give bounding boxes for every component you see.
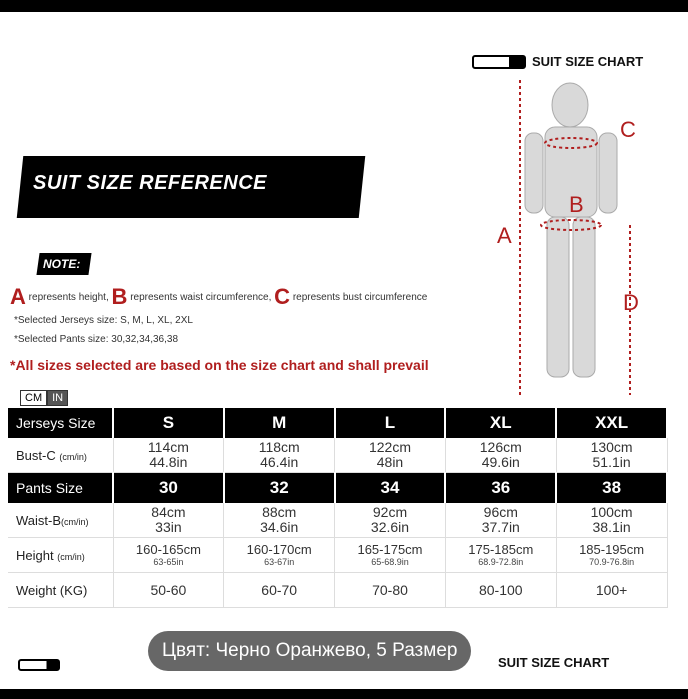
bust-label bbox=[8, 438, 113, 473]
size-cell: XXL bbox=[556, 408, 667, 438]
height-cell bbox=[445, 538, 556, 573]
weight-cell: 50-60 bbox=[113, 573, 224, 608]
unit-in[interactable]: IN bbox=[47, 390, 68, 406]
height-in: 65-68.9in bbox=[371, 557, 409, 567]
bust-cell bbox=[335, 438, 446, 473]
height-label bbox=[8, 538, 113, 573]
legend-line bbox=[10, 284, 427, 310]
bottom-bar-icon bbox=[18, 658, 60, 676]
weight-cell: 60-70 bbox=[224, 573, 335, 608]
height-cm: 175-185cm bbox=[468, 542, 534, 557]
waist-cell bbox=[556, 503, 667, 538]
waist-cell bbox=[445, 503, 556, 538]
waist-cm: 100cm bbox=[590, 504, 633, 520]
size-cell: 36 bbox=[445, 473, 556, 504]
legend-b-text: represents waist circumference, bbox=[130, 292, 272, 303]
waist-label-text: Waist-B bbox=[16, 512, 62, 528]
bust-cell bbox=[445, 438, 556, 473]
unit-cm[interactable]: CM bbox=[20, 390, 47, 406]
size-cell: 30 bbox=[113, 473, 224, 504]
pants-selected-note: *Selected Pants size: 30,32,34,36,38 bbox=[14, 334, 179, 345]
waist-cm: 92cm bbox=[372, 504, 408, 520]
label-d: D bbox=[623, 290, 639, 315]
waist-cm: 88cm bbox=[262, 504, 297, 520]
waist-label bbox=[8, 503, 113, 538]
bust-cm: 118cm bbox=[258, 439, 300, 455]
weight-label: Weight (KG) bbox=[8, 573, 113, 608]
weight-cell: 70-80 bbox=[335, 573, 446, 608]
chart-title-text: SUIT SIZE CHART bbox=[532, 54, 644, 69]
waist-in: 37.7in bbox=[481, 519, 520, 535]
size-cell: 34 bbox=[335, 473, 446, 504]
weight-cell: 100+ bbox=[556, 573, 667, 608]
weight-row bbox=[8, 573, 667, 608]
size-cell: 32 bbox=[224, 473, 335, 504]
unit-toggle[interactable] bbox=[20, 390, 68, 406]
bust-in: 51.1in bbox=[592, 454, 631, 470]
size-cell: L bbox=[335, 408, 446, 438]
bust-in: 44.8in bbox=[149, 454, 188, 470]
jersey-header-row bbox=[8, 408, 667, 438]
chart-title-header bbox=[472, 54, 643, 69]
size-cell: M bbox=[224, 408, 335, 438]
pants-size-label: Pants Size bbox=[8, 473, 113, 504]
top-border bbox=[0, 0, 688, 12]
height-cell bbox=[335, 538, 446, 573]
waist-cm: 84cm bbox=[151, 504, 186, 520]
bust-cm: 130cm bbox=[590, 439, 633, 455]
bust-cm: 126cm bbox=[479, 439, 522, 455]
height-cell bbox=[224, 538, 335, 573]
waist-cell bbox=[224, 503, 335, 538]
footer-chart-title: SUIT SIZE CHART bbox=[498, 655, 610, 670]
height-in: 68.9-72.8in bbox=[478, 557, 524, 567]
legend-b-letter: B bbox=[111, 284, 128, 309]
size-cell: S bbox=[113, 408, 224, 438]
height-cell bbox=[556, 538, 667, 573]
waist-in: 38.1in bbox=[592, 519, 631, 535]
height-row bbox=[8, 538, 667, 573]
height-label-text: Height bbox=[16, 547, 54, 563]
label-c: C bbox=[620, 117, 636, 142]
height-cm: 165-175cm bbox=[357, 542, 423, 557]
variant-toast: Цвят: Черно Оранжево, 5 Размер bbox=[148, 631, 471, 671]
bust-in: 49.6in bbox=[481, 454, 520, 470]
label-b: B bbox=[569, 192, 584, 217]
prevail-note: *All sizes selected are based on the size chart and shall prevail bbox=[10, 357, 429, 373]
height-cm: 160-165cm bbox=[135, 542, 201, 557]
bust-cell bbox=[224, 438, 335, 473]
legend-c-letter: C bbox=[274, 284, 291, 309]
waist-in: 34.6in bbox=[260, 519, 299, 535]
waist-cell bbox=[113, 503, 224, 538]
bust-cell bbox=[556, 438, 667, 473]
jerseys-selected-note: *Selected Jerseys size: S, M, L, XL, 2XL bbox=[14, 315, 193, 326]
size-cell: XL bbox=[445, 408, 556, 438]
height-unit: (cm/in) bbox=[57, 551, 85, 562]
suit-figure bbox=[495, 75, 655, 405]
waist-row bbox=[8, 503, 667, 538]
waist-cm: 96cm bbox=[483, 504, 518, 520]
bust-in: 46.4in bbox=[260, 454, 299, 470]
bar-icon bbox=[472, 55, 526, 69]
size-table bbox=[8, 408, 668, 608]
legend-c-text: represents bust circumference bbox=[292, 292, 428, 303]
waist-unit: (cm/in) bbox=[61, 516, 89, 527]
bust-label-text: Bust-C bbox=[16, 447, 56, 463]
waist-cell bbox=[335, 503, 446, 538]
bust-cm: 122cm bbox=[368, 439, 411, 455]
waist-in: 32.6in bbox=[370, 519, 410, 535]
height-in: 63-67in bbox=[264, 557, 295, 567]
height-cm: 185-195cm bbox=[579, 542, 645, 557]
note-label: NOTE: bbox=[43, 257, 81, 271]
bust-cm: 114cm bbox=[147, 439, 189, 455]
height-cm: 160-170cm bbox=[246, 542, 312, 557]
bust-row bbox=[8, 438, 667, 473]
bottom-border bbox=[0, 689, 688, 699]
waist-in: 33in bbox=[155, 519, 182, 535]
bust-cell bbox=[113, 438, 224, 473]
bust-unit: (cm/in) bbox=[59, 451, 87, 462]
size-cell: 38 bbox=[556, 473, 667, 504]
height-in: 70.9-76.8in bbox=[589, 557, 635, 567]
label-a: A bbox=[497, 223, 512, 248]
bust-in: 48in bbox=[376, 454, 404, 470]
height-in: 63-65in bbox=[153, 557, 184, 567]
jersey-size-label: Jerseys Size bbox=[8, 408, 113, 438]
legend-a-text: represents height, bbox=[28, 292, 109, 303]
pants-header-row bbox=[8, 473, 667, 504]
height-cell bbox=[113, 538, 224, 573]
weight-cell: 80-100 bbox=[445, 573, 556, 608]
legend-a-letter: A bbox=[10, 284, 26, 309]
reference-title: SUIT SIZE REFERENCE bbox=[33, 172, 267, 194]
